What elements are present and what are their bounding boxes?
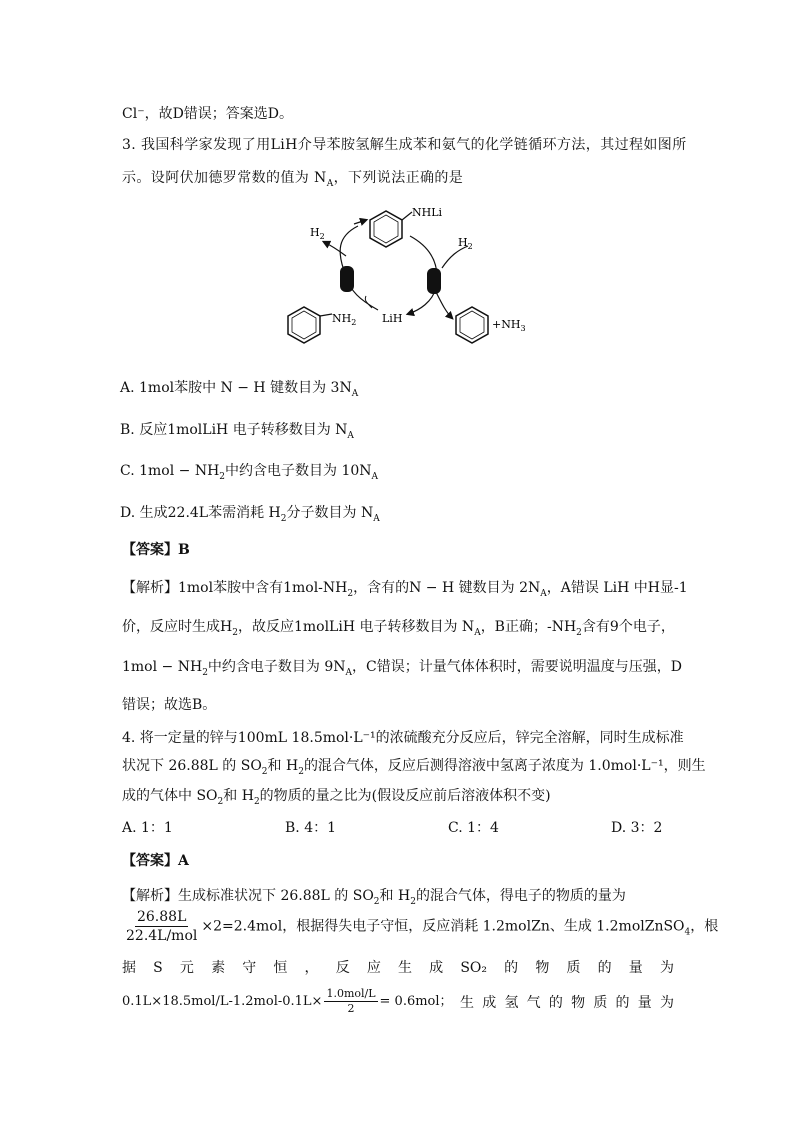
question-3-stem: 3. 我国科学家发现了用LiH介导苯胺氢解生成苯和氨气的化学链循环方法，其过程如图所 [122, 137, 687, 153]
choice-b: B. 4：1 [285, 820, 337, 836]
label-nhli: NHLi [412, 206, 443, 219]
option-d: D. 生成22.4L苯需消耗 $H_2$分子数目为 $N_A$ [120, 505, 380, 524]
answer-3: 【答案】B [122, 542, 190, 558]
option-c: C. $1mol - NH_2$中约含电子数目为 $10N_A$ [120, 463, 379, 482]
option-b: B. 反应1molLiH 电子转移数目为 $N_A$ [120, 422, 354, 441]
reaction-cycle-diagram [260, 196, 540, 356]
label-nh3: $+NH_3$ [492, 318, 526, 333]
choice-a: A. 1：1 [122, 820, 173, 836]
reactor-capsule-left [340, 266, 354, 292]
h2-input-arrow [442, 246, 468, 268]
label-lih: LiH [382, 312, 403, 325]
question-3-stem-cont: 示。设阿伏加德罗常数的值为 $N_A$，下列说法正确的是 [122, 170, 464, 189]
benzene-molecule [456, 307, 488, 343]
text-line: Cl⁻，故D错误；答案选D。 [122, 106, 294, 122]
answer-4: 【答案】A [122, 853, 189, 869]
explanation-3-line4: 错误；故选B。 [122, 697, 217, 713]
choice-c: C. 1：4 [448, 820, 499, 836]
explanation-3-line3: $1mol - NH_2$中约含电子数目为 $9N_A$，C错误；计量气体体积时，需要说明温度与压强，D [122, 659, 682, 678]
h2-release-arrow [324, 242, 346, 256]
explanation-4-line2: $\frac{26.88L}{\text{22.4L/mol}}$ ×2=2.4mol，根据得失电子守恒，反应消耗 1.2molZn、生成 1.2molZnSO$_4$，根 [126, 909, 719, 944]
label-h2-right: $H_2$ [458, 236, 473, 251]
question-4-stem-cont2: 成的气体中 $SO_2$和 $H_2$的物质的量之比为(假设反应前后溶液体积不变) [122, 788, 551, 807]
option-a: A. 1mol苯胺中 N − H 键数目为 $3N_A$ [120, 380, 359, 399]
question-4-choices [122, 818, 662, 838]
question-4-stem-cont: 状况下 26.88L 的 $SO_2$和 $H_2$的混合气体，反应后测得溶液中氢离子浓度为 1.0mol·L⁻¹，则生 [122, 758, 706, 777]
lithium-anilide-molecule [370, 211, 412, 247]
label-nh2: $NH_2$ [332, 312, 357, 327]
explanation-3-line2: 价，反应时生成$H_2$，故反应1molLiH 电子转移数目为 $N_A$，B正确；$-NH_2$含有9个电子， [122, 619, 675, 638]
label-h2-left: $H_2$ [310, 226, 325, 241]
explanation-4-line4: 0.1L×18.5mol/L-1.2mol-0.1L× $\frac{\text{1.0mol/L}}{2}$ = 0.6mol； [122, 987, 453, 1015]
fraction-h-conc: $\frac{\text{1.0mol/L}}{2}$ [326, 987, 376, 1015]
reactor-capsule-right [427, 268, 441, 294]
explanation-4-line1: 【解析】生成标准状况下 26.88L 的 $SO_2$和 $H_2$的混合气体，得电子的物质的量为 [122, 888, 626, 907]
fraction-gas-moles: $\frac{26.88L}{\text{22.4L/mol}}$ [126, 909, 198, 944]
explanation-3-line1: 【解析】1mol苯胺中含有$1mol-NH_2$，含有的N − H 键数目为 $2N_A$，A错误 LiH 中H显-1 [122, 580, 688, 599]
choice-d: D. 3：2 [611, 820, 663, 836]
aniline-molecule [288, 307, 332, 343]
question-4-stem: 4. 将一定量的锌与100mL 18.5mol·L⁻¹的浓硫酸充分反应后，锌完全溶解，同时生成标准 [122, 730, 684, 746]
explanation-4-line4-tail: 生 成 氢 气 的 物 质 的 量 为 [460, 995, 674, 1011]
explanation-4-line3: 据 S 元 素 守 恒 ， 反 应 生 成 SO₂ 的 物 质 的 量 为 [122, 960, 674, 976]
